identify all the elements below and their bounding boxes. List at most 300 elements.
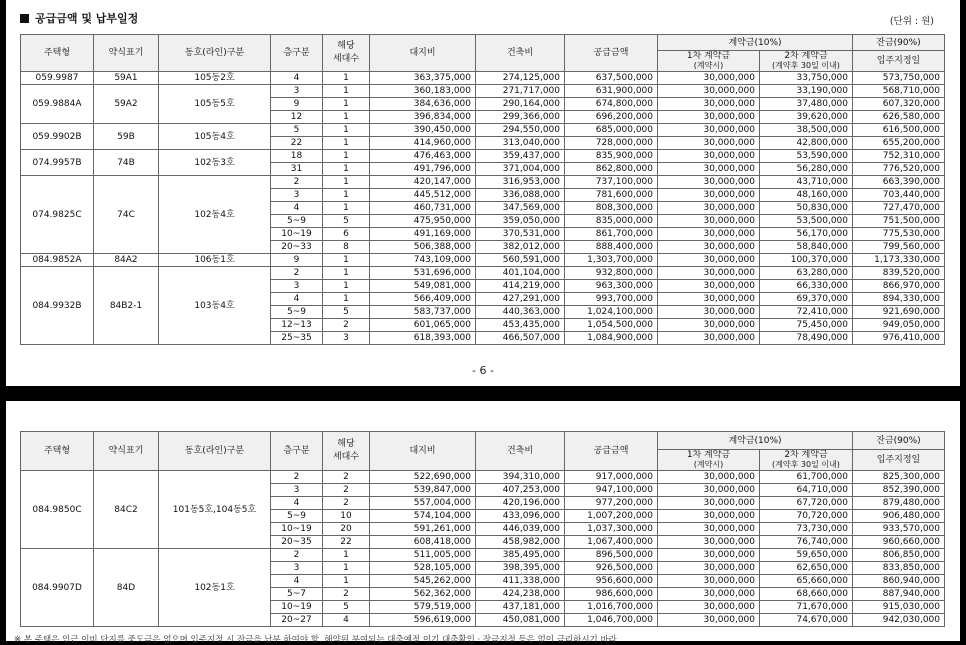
- household-count: 5: [323, 215, 370, 228]
- supply-price: 932,800,000: [565, 267, 658, 280]
- household-count: 5: [323, 306, 370, 319]
- floor-range: 10~19: [271, 601, 323, 614]
- deposit-2: 68,660,000: [760, 588, 853, 601]
- land-cost: 420,147,000: [370, 176, 476, 189]
- dong-line: 101동5호,104동5호: [159, 471, 271, 549]
- building-cost: 294,550,000: [476, 124, 565, 137]
- unit-type: 059.9902B: [21, 124, 94, 150]
- deposit-2: 72,410,000: [760, 306, 853, 319]
- unit-type: 074.9957B: [21, 150, 94, 176]
- deposit-2: 70,720,000: [760, 510, 853, 523]
- floor-range: 2: [271, 549, 323, 562]
- floor-range: 31: [271, 163, 323, 176]
- deposit-1: 30,000,000: [658, 484, 760, 497]
- deposit-1: 30,000,000: [658, 85, 760, 98]
- deposit-2: 62,650,000: [760, 562, 853, 575]
- col-header-total: 공급금액: [565, 432, 658, 471]
- supply-price-table-1: [20, 34, 945, 345]
- household-count: 1: [323, 562, 370, 575]
- col-header-land: 대지비: [370, 35, 476, 72]
- floor-range: 12: [271, 111, 323, 124]
- supply-price: 728,000,000: [565, 137, 658, 150]
- household-count: 1: [323, 280, 370, 293]
- balance: 799,560,000: [853, 241, 945, 254]
- supply-price: 696,200,000: [565, 111, 658, 124]
- deposit-1: 30,000,000: [658, 254, 760, 267]
- deposit-2-label: 2차 계약금: [784, 450, 828, 460]
- balance: 921,690,000: [853, 306, 945, 319]
- unit-type: 084.9852A: [21, 254, 94, 267]
- building-cost: 274,125,000: [476, 72, 565, 85]
- floor-range: 4: [271, 575, 323, 588]
- supply-price: 862,800,000: [565, 163, 658, 176]
- document-page-7: [6, 401, 960, 645]
- building-cost: 382,012,000: [476, 241, 565, 254]
- dong-line: 102동3호: [159, 150, 271, 176]
- household-count: 20: [323, 523, 370, 536]
- dong-line: 102동4호: [159, 176, 271, 254]
- unit-short-code: 84A2: [94, 254, 159, 267]
- supply-price: 947,100,000: [565, 484, 658, 497]
- balance: 752,310,000: [853, 150, 945, 163]
- deposit-1: 30,000,000: [658, 614, 760, 627]
- col-header-dong: 동호(라인)구분: [159, 432, 271, 471]
- land-cost: 601,065,000: [370, 319, 476, 332]
- balance: 860,940,000: [853, 575, 945, 588]
- floor-range: 2: [271, 471, 323, 484]
- floor-range: 3: [271, 562, 323, 575]
- unit-type: 084.9932B: [21, 267, 94, 345]
- supply-price: 737,100,000: [565, 176, 658, 189]
- land-cost: 608,418,000: [370, 536, 476, 549]
- col-header-deposit: 계약금(10%): [658, 432, 853, 450]
- floor-range: 5~7: [271, 588, 323, 601]
- deposit-1: 30,000,000: [658, 163, 760, 176]
- balance: 949,050,000: [853, 319, 945, 332]
- household-count: 1: [323, 254, 370, 267]
- balance: 879,480,000: [853, 497, 945, 510]
- building-cost: 394,310,000: [476, 471, 565, 484]
- floor-range: 5: [271, 124, 323, 137]
- table-row: [21, 72, 945, 85]
- balance: 775,530,000: [853, 228, 945, 241]
- unit-short-code: 84C2: [94, 471, 159, 549]
- land-cost: 506,388,000: [370, 241, 476, 254]
- household-count: 6: [323, 228, 370, 241]
- col-header-balance-date: 입주지정일: [853, 51, 945, 72]
- unit-note: (단위 : 원): [889, 16, 934, 27]
- land-cost: 574,104,000: [370, 510, 476, 523]
- deposit-1: 30,000,000: [658, 536, 760, 549]
- dong-line: 106동1호: [159, 254, 271, 267]
- deposit-1: 30,000,000: [658, 150, 760, 163]
- table-row: [21, 150, 945, 163]
- deposit-1: 30,000,000: [658, 332, 760, 345]
- building-cost: 371,004,000: [476, 163, 565, 176]
- land-cost: 390,450,000: [370, 124, 476, 137]
- deposit-1-sub: (계약시): [693, 460, 724, 469]
- balance: 894,330,000: [853, 293, 945, 306]
- col-header-deposit-1: [658, 51, 760, 72]
- household-count: 1: [323, 202, 370, 215]
- land-cost: 539,847,000: [370, 484, 476, 497]
- land-cost: 583,737,000: [370, 306, 476, 319]
- building-cost: 458,982,000: [476, 536, 565, 549]
- deposit-1: 30,000,000: [658, 549, 760, 562]
- unit-short-code: 59A2: [94, 85, 159, 124]
- household-count: 1: [323, 85, 370, 98]
- building-cost: 453,435,000: [476, 319, 565, 332]
- floor-range: 9: [271, 254, 323, 267]
- balance: 915,030,000: [853, 601, 945, 614]
- balance: 933,570,000: [853, 523, 945, 536]
- table-row: [21, 85, 945, 98]
- table-row: [21, 124, 945, 137]
- land-cost: 384,636,000: [370, 98, 476, 111]
- floor-range: 4: [271, 202, 323, 215]
- footnote: ※ 본 주택은 인근 이비 단지를 중도금은 없으며 입주지정 시 잔금을 납부 하여야 함. 해약된 부여되는 대출예정 이기 대출확인 · 장금지정 등은 없이 금리하시기 바라: [14, 635, 617, 645]
- household-count: 1: [323, 150, 370, 163]
- dong-line: 105동2호: [159, 72, 271, 85]
- deposit-2: 71,670,000: [760, 601, 853, 614]
- col-header-building: 건축비: [476, 35, 565, 72]
- col-header-floor: 층구분: [271, 432, 323, 471]
- supply-price-table-2: [20, 431, 945, 627]
- deposit-2: 43,710,000: [760, 176, 853, 189]
- land-cost: 460,731,000: [370, 202, 476, 215]
- land-cost: 363,375,000: [370, 72, 476, 85]
- land-cost: 528,105,000: [370, 562, 476, 575]
- household-count: 2: [323, 588, 370, 601]
- unit-type: 084.9850C: [21, 471, 94, 549]
- building-cost: 414,219,000: [476, 280, 565, 293]
- balance: 568,710,000: [853, 85, 945, 98]
- floor-range: 9: [271, 98, 323, 111]
- household-count: 1: [323, 293, 370, 306]
- building-cost: 446,039,000: [476, 523, 565, 536]
- supply-price: 926,500,000: [565, 562, 658, 575]
- table-row: [21, 549, 945, 562]
- floor-range: 5~9: [271, 215, 323, 228]
- floor-range: 10~19: [271, 228, 323, 241]
- deposit-1: 30,000,000: [658, 588, 760, 601]
- land-cost: 476,463,000: [370, 150, 476, 163]
- building-cost: 427,291,000: [476, 293, 565, 306]
- land-cost: 618,393,000: [370, 332, 476, 345]
- building-cost: 398,395,000: [476, 562, 565, 575]
- unit-short-code: 74B: [94, 150, 159, 176]
- building-cost: 450,081,000: [476, 614, 565, 627]
- deposit-2: 58,840,000: [760, 241, 853, 254]
- deposit-1-label: 1차 계약금: [686, 450, 731, 460]
- land-cost: 545,262,000: [370, 575, 476, 588]
- dong-line: 103동4호: [159, 267, 271, 345]
- building-cost: 401,104,000: [476, 267, 565, 280]
- supply-price: 917,000,000: [565, 471, 658, 484]
- deposit-1: 30,000,000: [658, 189, 760, 202]
- deposit-1: 30,000,000: [658, 319, 760, 332]
- floor-range: 3: [271, 189, 323, 202]
- deposit-1: 30,000,000: [658, 562, 760, 575]
- deposit-2: 53,500,000: [760, 215, 853, 228]
- col-header-households: 해당 세대수: [323, 432, 370, 471]
- balance: 866,970,000: [853, 280, 945, 293]
- deposit-2: 100,370,000: [760, 254, 853, 267]
- deposit-1: 30,000,000: [658, 575, 760, 588]
- unit-short-code: 74C: [94, 176, 159, 254]
- land-cost: 360,183,000: [370, 85, 476, 98]
- household-count: 1: [323, 575, 370, 588]
- col-header-balance: 잔금(90%): [853, 432, 945, 450]
- deposit-1: 30,000,000: [658, 510, 760, 523]
- balance: 607,320,000: [853, 98, 945, 111]
- deposit-1: 30,000,000: [658, 176, 760, 189]
- household-count: 1: [323, 124, 370, 137]
- table-row: [21, 254, 945, 267]
- household-count: 1: [323, 549, 370, 562]
- household-count: 22: [323, 536, 370, 549]
- deposit-2: 76,740,000: [760, 536, 853, 549]
- square-bullet-icon: [20, 14, 29, 23]
- col-header-balance: 잔금(90%): [853, 35, 945, 51]
- land-cost: 566,409,000: [370, 293, 476, 306]
- floor-range: 3: [271, 484, 323, 497]
- building-cost: 359,437,000: [476, 150, 565, 163]
- household-count: 8: [323, 241, 370, 254]
- land-cost: 396,834,000: [370, 111, 476, 124]
- land-cost: 531,696,000: [370, 267, 476, 280]
- floor-range: 2: [271, 267, 323, 280]
- land-cost: 549,081,000: [370, 280, 476, 293]
- land-cost: 511,005,000: [370, 549, 476, 562]
- deposit-2: 39,620,000: [760, 111, 853, 124]
- household-count: 1: [323, 267, 370, 280]
- deposit-2: 75,450,000: [760, 319, 853, 332]
- land-cost: 743,109,000: [370, 254, 476, 267]
- land-cost: 591,261,000: [370, 523, 476, 536]
- balance: 1,173,330,000: [853, 254, 945, 267]
- deposit-1: 30,000,000: [658, 124, 760, 137]
- deposit-1: 30,000,000: [658, 267, 760, 280]
- deposit-1: 30,000,000: [658, 228, 760, 241]
- supply-price: 631,900,000: [565, 85, 658, 98]
- dong-line: 105동4호: [159, 124, 271, 150]
- balance: 663,390,000: [853, 176, 945, 189]
- floor-range: 3: [271, 280, 323, 293]
- deposit-2: 53,590,000: [760, 150, 853, 163]
- deposit-2: 74,670,000: [760, 614, 853, 627]
- deposit-2: 48,160,000: [760, 189, 853, 202]
- section-title: 공급금액 및 납부일정: [20, 10, 138, 26]
- building-cost: 290,164,000: [476, 98, 565, 111]
- deposit-2: 69,370,000: [760, 293, 853, 306]
- balance: 806,850,000: [853, 549, 945, 562]
- balance: 727,470,000: [853, 202, 945, 215]
- land-cost: 445,512,000: [370, 189, 476, 202]
- deposit-1: 30,000,000: [658, 293, 760, 306]
- table-row: [21, 176, 945, 189]
- land-cost: 491,169,000: [370, 228, 476, 241]
- building-cost: 424,238,000: [476, 588, 565, 601]
- deposit-1: 30,000,000: [658, 241, 760, 254]
- supply-price: 1,007,200,000: [565, 510, 658, 523]
- building-cost: 271,717,000: [476, 85, 565, 98]
- building-cost: 407,253,000: [476, 484, 565, 497]
- deposit-2: 73,730,000: [760, 523, 853, 536]
- land-cost: 596,619,000: [370, 614, 476, 627]
- unit-short-code: 84B2-1: [94, 267, 159, 345]
- col-header-total: 공급금액: [565, 35, 658, 72]
- household-count: 4: [323, 614, 370, 627]
- deposit-1: 30,000,000: [658, 280, 760, 293]
- household-count: 1: [323, 163, 370, 176]
- household-count: 3: [323, 332, 370, 345]
- supply-price: 1,303,700,000: [565, 254, 658, 267]
- floor-range: 18: [271, 150, 323, 163]
- supply-price: 888,400,000: [565, 241, 658, 254]
- col-header-deposit: 계약금(10%): [658, 35, 853, 51]
- deposit-2: 78,490,000: [760, 332, 853, 345]
- dong-line: 105동5호: [159, 85, 271, 124]
- deposit-2: 37,480,000: [760, 98, 853, 111]
- household-count: 1: [323, 137, 370, 150]
- balance: 839,520,000: [853, 267, 945, 280]
- document-page-6: [6, 0, 960, 386]
- col-header-deposit-2: [760, 51, 853, 72]
- land-cost: 522,690,000: [370, 471, 476, 484]
- supply-price: 1,016,700,000: [565, 601, 658, 614]
- deposit-2: 33,750,000: [760, 72, 853, 85]
- balance: 906,480,000: [853, 510, 945, 523]
- supply-price: 835,900,000: [565, 150, 658, 163]
- supply-price: 963,300,000: [565, 280, 658, 293]
- floor-range: 5~9: [271, 510, 323, 523]
- building-cost: 385,495,000: [476, 549, 565, 562]
- col-header-type: 주택형: [21, 432, 94, 471]
- supply-price: 861,700,000: [565, 228, 658, 241]
- household-count: 1: [323, 98, 370, 111]
- household-count: 1: [323, 189, 370, 202]
- building-cost: 299,366,000: [476, 111, 565, 124]
- deposit-1: 30,000,000: [658, 111, 760, 124]
- col-header-type: 주택형: [21, 35, 94, 72]
- col-header-balance-date: 입주지정일: [853, 450, 945, 471]
- building-cost: 316,953,000: [476, 176, 565, 189]
- deposit-2: 56,170,000: [760, 228, 853, 241]
- deposit-2: 67,720,000: [760, 497, 853, 510]
- deposit-1: 30,000,000: [658, 523, 760, 536]
- supply-price: 835,000,000: [565, 215, 658, 228]
- balance: 776,520,000: [853, 163, 945, 176]
- col-header-land: 대지비: [370, 432, 476, 471]
- household-count: 1: [323, 176, 370, 189]
- balance: 655,200,000: [853, 137, 945, 150]
- household-count: 5: [323, 601, 370, 614]
- balance: 825,300,000: [853, 471, 945, 484]
- deposit-1: 30,000,000: [658, 306, 760, 319]
- supply-price: 1,037,300,000: [565, 523, 658, 536]
- supply-price: 986,600,000: [565, 588, 658, 601]
- deposit-1: 30,000,000: [658, 72, 760, 85]
- deposit-1-label: 1차 계약금: [686, 51, 731, 61]
- land-cost: 491,796,000: [370, 163, 476, 176]
- table-row: [21, 471, 945, 484]
- supply-price: 977,200,000: [565, 497, 658, 510]
- col-header-floor: 층구분: [271, 35, 323, 72]
- balance: 960,660,000: [853, 536, 945, 549]
- unit-type: 074.9825C: [21, 176, 94, 254]
- supply-price: 956,600,000: [565, 575, 658, 588]
- deposit-2: 42,800,000: [760, 137, 853, 150]
- floor-range: 25~35: [271, 332, 323, 345]
- supply-price: 896,500,000: [565, 549, 658, 562]
- deposit-2-label: 2차 계약금: [784, 51, 828, 61]
- balance: 751,500,000: [853, 215, 945, 228]
- building-cost: 370,531,000: [476, 228, 565, 241]
- floor-range: 5~9: [271, 306, 323, 319]
- deposit-2: 56,280,000: [760, 163, 853, 176]
- building-cost: 359,050,000: [476, 215, 565, 228]
- floor-range: 4: [271, 497, 323, 510]
- balance: 833,850,000: [853, 562, 945, 575]
- balance: 703,440,000: [853, 189, 945, 202]
- floor-range: 2: [271, 176, 323, 189]
- building-cost: 313,040,000: [476, 137, 565, 150]
- col-header-short: 약식표기: [94, 35, 159, 72]
- deposit-2-sub: (계약후 30일 이내): [772, 460, 840, 469]
- balance: 942,030,000: [853, 614, 945, 627]
- supply-price: 993,700,000: [565, 293, 658, 306]
- unit-short-code: 59B: [94, 124, 159, 150]
- land-cost: 557,004,000: [370, 497, 476, 510]
- unit-type: 084.9907D: [21, 549, 94, 627]
- deposit-2: 65,660,000: [760, 575, 853, 588]
- table-row: [21, 267, 945, 280]
- deposit-2: 63,280,000: [760, 267, 853, 280]
- supply-price: 1,084,900,000: [565, 332, 658, 345]
- balance: 976,410,000: [853, 332, 945, 345]
- floor-range: 10~19: [271, 523, 323, 536]
- building-cost: 420,196,000: [476, 497, 565, 510]
- household-count: 2: [323, 484, 370, 497]
- building-cost: 336,088,000: [476, 189, 565, 202]
- deposit-1: 30,000,000: [658, 215, 760, 228]
- unit-short-code: 59A1: [94, 72, 159, 85]
- col-header-short: 약식표기: [94, 432, 159, 471]
- balance: 887,940,000: [853, 588, 945, 601]
- floor-range: 20~35: [271, 536, 323, 549]
- supply-price: 674,800,000: [565, 98, 658, 111]
- col-header-households: 해당 세대수: [323, 35, 370, 72]
- col-header-dong: 동호(라인)구분: [159, 35, 271, 72]
- supply-price: 1,054,500,000: [565, 319, 658, 332]
- deposit-1: 30,000,000: [658, 137, 760, 150]
- building-cost: 440,363,000: [476, 306, 565, 319]
- deposit-1: 30,000,000: [658, 601, 760, 614]
- supply-price: 1,024,100,000: [565, 306, 658, 319]
- floor-range: 4: [271, 72, 323, 85]
- col-header-deposit-2: [760, 450, 853, 471]
- balance: 626,580,000: [853, 111, 945, 124]
- land-cost: 475,950,000: [370, 215, 476, 228]
- building-cost: 347,569,000: [476, 202, 565, 215]
- floor-range: 22: [271, 137, 323, 150]
- land-cost: 579,519,000: [370, 601, 476, 614]
- deposit-1: 30,000,000: [658, 202, 760, 215]
- unit-type: 059.9987: [21, 72, 94, 85]
- land-cost: 562,362,000: [370, 588, 476, 601]
- building-cost: 433,096,000: [476, 510, 565, 523]
